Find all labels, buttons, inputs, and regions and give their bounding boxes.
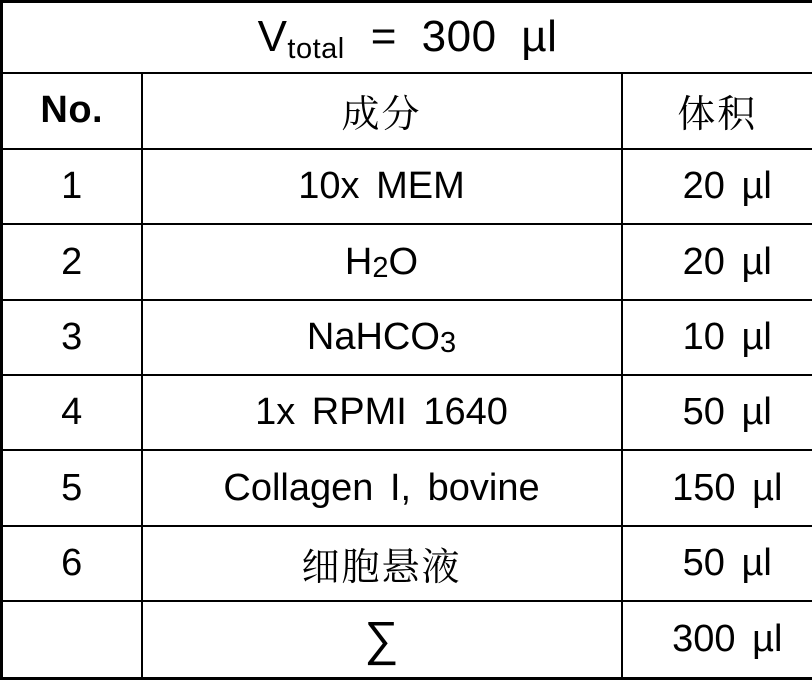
total-volume-cell: 300 µl (622, 601, 812, 678)
title-row (2, 2, 812, 73)
component-text: Collagen I, bovine (223, 466, 540, 509)
component-name (142, 300, 622, 375)
row-number: 3 (2, 300, 142, 375)
column-header-component: 成分 (142, 73, 622, 149)
table-row (2, 300, 812, 375)
table-row (2, 224, 812, 299)
volume-value: 50 µl (622, 375, 812, 450)
component-name (142, 375, 622, 450)
row-number: 1 (2, 149, 142, 224)
component-text: 10x MEM (298, 165, 465, 208)
component-text: 1x RPMI 1640 (255, 391, 508, 434)
table-row (2, 375, 812, 450)
sigma-symbol: ∑ (364, 613, 399, 667)
volume-value: 10 µl (622, 300, 812, 375)
table-row (2, 149, 812, 224)
component-subscript: 2 (372, 251, 389, 284)
sum-row-empty-cell (2, 601, 142, 678)
component-name (142, 450, 622, 525)
component-text: 细胞悬液 (301, 546, 462, 589)
volume-symbol: V (257, 12, 288, 62)
volume-value: 20 µl (622, 224, 812, 299)
component-name (142, 526, 622, 601)
row-number: 2 (2, 224, 142, 299)
column-header-no: No. (2, 73, 142, 149)
sum-symbol-cell (142, 601, 622, 678)
component-text-post: O (388, 240, 419, 283)
row-number: 5 (2, 450, 142, 525)
volume-value: 150 µl (622, 450, 812, 525)
component-subscript: 3 (439, 326, 457, 359)
row-number: 6 (2, 526, 142, 601)
component-text: NaHCO (306, 315, 440, 358)
table-row (2, 450, 812, 525)
column-header-volume: 体积 (622, 73, 812, 149)
sum-row (2, 601, 812, 678)
component-text: H (344, 240, 373, 283)
volume-value: 50 µl (622, 526, 812, 601)
row-number: 4 (2, 375, 142, 450)
volume-value: 20 µl (622, 149, 812, 224)
header-row (2, 73, 812, 149)
component-name (142, 149, 622, 224)
table-title (2, 2, 812, 73)
component-name (142, 224, 622, 299)
total-volume-value: = 300 µl (370, 12, 558, 62)
table-row (2, 526, 812, 601)
volume-symbol-subscript: total (287, 33, 345, 66)
